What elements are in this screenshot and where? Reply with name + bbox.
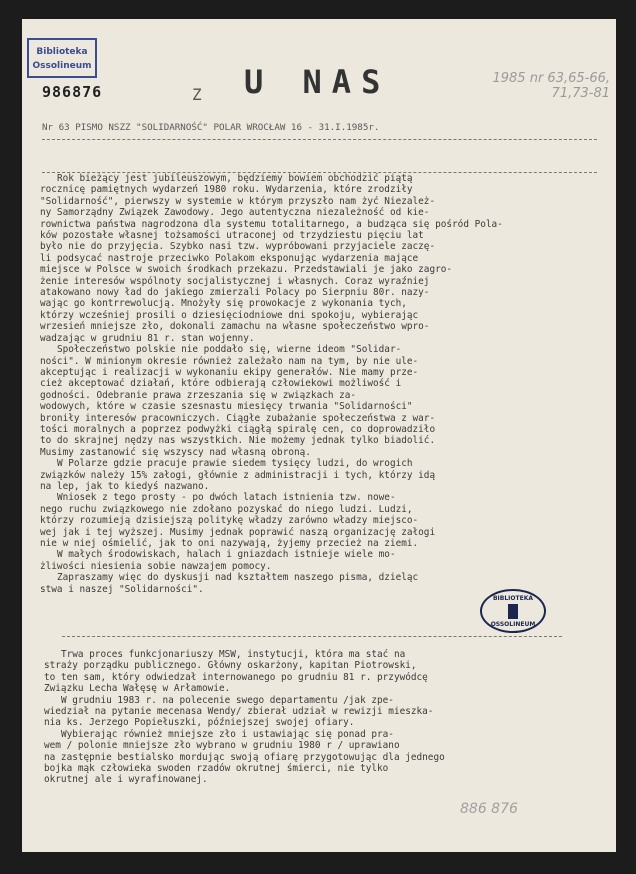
divider-top xyxy=(42,139,597,140)
pencil-number-bottom: 886 876 xyxy=(460,801,518,817)
article-trial: Trwa proces funkcjonariuszy MSW, instytucji, która ma stać na straży porządku publicznego. Główny oskarżony, kapitan Piotrowski, to ten sam, który odwiedzał internowanego po grudniu 81 r. przywódcę Związku Lecha Wałęsę w Arłamowie. W grudniu 1983 r. na polecenie swego departamentu /jak zpe- wiedział na pytanie mecenasa Wendy/ zbierał udział w rewizji mieszka- nia ks. Jerzego Popiełuszki, późniejszej swojej ofiary. Wybierając również mniejsze zło i ustawiając się ponad pra- wem / polonie mniejsze zło wybrano w grudniu 1980 r / uprawiano na zastępnie bestialsko mordując swoją ofiarę przygotowując dla jednego bojka mąk człowieka swoden rzadów okrutnej śmierci, nie tylko okrutnej ale i wyrafinowanej. xyxy=(44,649,445,786)
pencil-note-line2: 71,73-81 xyxy=(551,86,610,101)
library-stamp-line1: Biblioteka xyxy=(36,47,88,57)
pencil-note xyxy=(430,71,610,101)
library-stamp-line2: Ossolineum xyxy=(32,61,92,71)
issue-line: Nr 63 PISMO NSZZ "SOLIDARNOŚĆ" POLAR WROCŁAW 16 - 31.I.1985r. xyxy=(42,122,380,133)
ossolineum-stamp xyxy=(480,589,546,633)
pencil-note-line1: 1985 nr 63,65-66, xyxy=(492,71,610,86)
ossolineum-stamp-bottom: OSSOLINEUM xyxy=(490,621,536,628)
masthead-title: U NAS xyxy=(244,63,391,101)
article-anniversary: Rok bieżący jest jubileuszowym, będziemy bowiem obchodzić piątą rocznicę pamiętnych wydarzeń 1980 roku. Wydarzenia, które zrodziły "Solidarność", pierwszy w systemie w którym przyszło nam żyć Niezależ- ny Samorządny Związek Zawodowy. Jego autentyczna niezależność od kie- rownictwa państwa nagrodzona dla systemu totalitarnego, a budząca się pośród Pola- ków pozostałe własnej tożsamości utraconej od trzydziestu pięciu lat było nie do przyjęcia. Szybko nasi tzw. wypróbowani przyjaciele zaczę- li podsycać nastroje przeciwko Polakom eksponując wydarzenia mające miejsce w Polsce w swoich środkach przekazu. Przedstawiali je jako zagro- żenie interesów wspólnoty socjalistycznej i własnych. Coraz wyraźniej atakowano nowy ład do jakiego zmierzali Polacy po Sierpniu 80r. nazy- wając go kontrrewolucją. Mnożyły się prowokacje z wykonania tych, którzy wcześniej prosili o dziesięciodniowe dni spokoju, wybierając wrzesień mniejsze zło, dokonali zamachu na własne społeczeństwo wpro- wadzając w grudniu 81 r. stan wojenny. Społeczeństwo polskie nie poddało się, wierne ideom "Solidar- ności". W minionym okresie również zależało nam na tym, by nie ule- akceptując i realizacji w wykonaniu ekipy generałów. Nie mamy prze- cież akceptować działań, które odbierają człowiekowi możliwość i godności. Odebranie prawa zrzeszania się w związkach za- wodowych, które w czasie szesnastu miesięcy trwania "Solidarności" broniły interesów pracowniczych. Ciągłe zubażanie społeczeństwa z war- tości moralnych a poprzez podwyżki ciągłą spiralę cen, co doprowadziło to do skrajnej nędzy nas wszystkich. Nie możemy jednak tylko biadolić. Musimy zastanowić się wszyscy nad własną obroną. W Polarze gdzie pracuje prawie siedem tysięcy ludzi, do wrogich związków należy 15% załogi, głównie z administracji i tych, którzy idą na lep, jak to kiedyś nazwano. Wniosek z tego prosty - po dwóch latach istnienia tzw. nowe- nego ruchu związkowego nie zdołano pozyskać do niego ludzi. Ludzi, którzy rozumieją dzisiejszą politykę władzy zarówno władzy miejsco- wej jak i tej wyższej. Musimy jednak poprawić naszą organizację załogi nie w niej ośmielić, jak to oni nazywają, żyjemy przecież na ziemi. W małych środowiskach, halach i gniazdach istnieje wiele mo- żliwości niesienia sobie nawzajem pomocy. Zapraszamy więc do dyskusji nad kształtem naszego pisma, dzieląc stwa i naszej "Solidarności". xyxy=(40,173,503,595)
ossolineum-emblem-icon xyxy=(508,604,518,619)
library-stamp xyxy=(27,38,97,78)
document-page xyxy=(22,19,616,852)
divider-articles xyxy=(62,636,562,637)
inventory-number: 986876 xyxy=(42,83,103,101)
masthead-mark: Z xyxy=(192,85,202,104)
ossolineum-stamp-top: BIBLIOTEKA xyxy=(492,595,534,602)
